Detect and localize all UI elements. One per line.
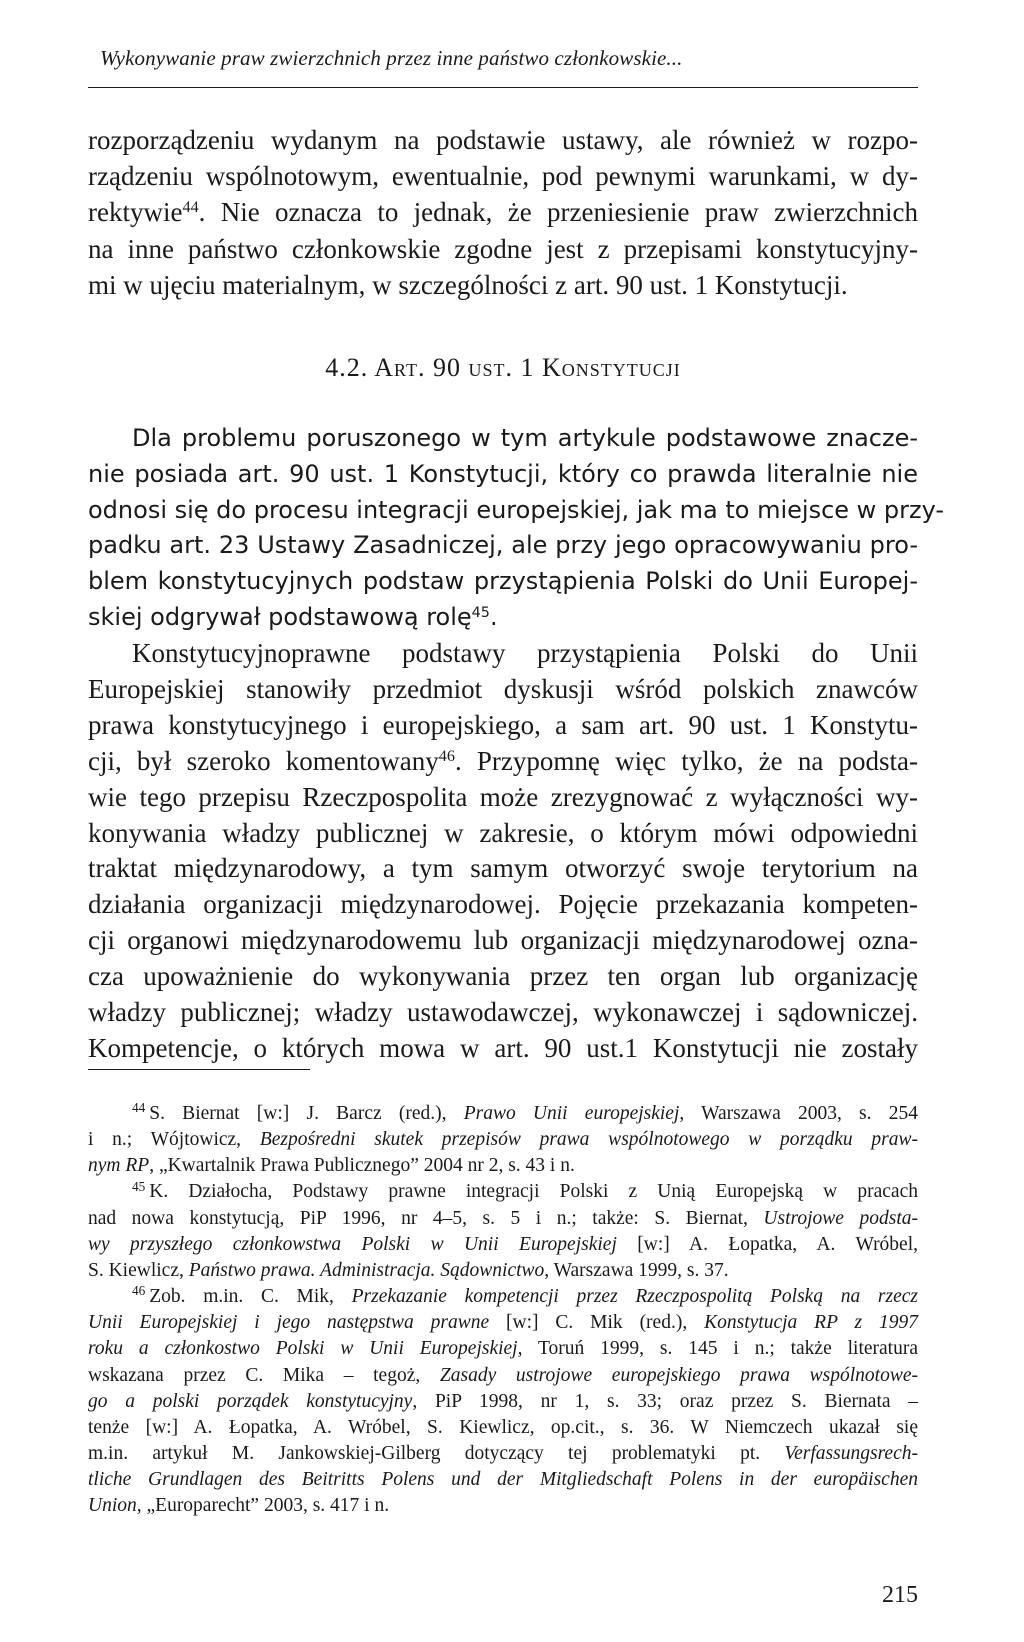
paragraph-2 [88, 636, 918, 1067]
footnote-line [88, 1127, 918, 1153]
footnote-line [88, 1310, 918, 1336]
footnote-line [88, 1258, 918, 1284]
footnote-number: 44 [132, 1100, 146, 1116]
footnote-line [88, 1232, 918, 1258]
footnote-line [88, 1493, 918, 1519]
footnote-italic-text: Państwo prawa. Administracja. Sądownictwo [188, 1259, 545, 1281]
footnote-italic-text: Konstytucja RP z 1997 [704, 1312, 919, 1334]
footnote-italic-text: Verfassungsrech- [784, 1443, 918, 1465]
footnote-text: [w:] C. Mik (red.), [489, 1312, 705, 1334]
text-line: nie posiada art. 90 ust. 1 Konstytucji, który co prawda literalnie nie [88, 459, 918, 488]
footnote-text: i n.; Wójtowicz, [88, 1129, 260, 1151]
text-line: prawa konstytucyjnego i europejskiego, a sam art. 90 ust. 1 Konstytu- [88, 709, 918, 740]
footnote-rule [88, 1069, 310, 1070]
footnote-text: tenże [w:] A. Łopatka, A. Wróbel, S. Kiewlicz, op.cit., s. 36. W Niemczech ukazał się [88, 1416, 918, 1438]
footnote-line [88, 1441, 918, 1467]
text-fragment: . Przypomnę więc tylko, że na podsta- [454, 745, 918, 776]
footnote-text: K. Działocha, Podstawy prawne integracji Polski z Unią Europejską w pracach [149, 1181, 918, 1203]
footnote-line [88, 1284, 918, 1310]
text-line: Konstytucyjnoprawne podstawy przystąpienia Polski do Unii [132, 638, 918, 668]
footnote-text: m.in. artykuł M. Jankowskiej-Gilberg dotyczący tej problematyki pt. [88, 1443, 785, 1465]
text-line: cza upoważnienie do wykonywania przez ten organ lub organizację [88, 961, 918, 992]
text-line: rozporządzeniu wydanym na podstawie ustawy, ale również w rozpo- [88, 125, 918, 155]
footnote-italic-text: roku a członkostwo Polski w Unii Europejskiej [88, 1338, 518, 1360]
footnote-line [88, 1153, 918, 1179]
running-head: Wykonywanie praw zwierzchnich przez inne państwo członkowskie... [100, 46, 683, 70]
text-line: konywania władzy publicznej w zakresie, o którym mówi odpowiedni [88, 817, 918, 848]
footnote-italic-text: Zasady ustrojowe europejskiego prawa wspólnotowe- [439, 1364, 918, 1386]
text-line: Kompetencje, o których mowa w art. 90 ust.1 Konstytucji nie zostały [88, 1032, 918, 1063]
footnote-line [88, 1179, 918, 1205]
text-line: padku art. 23 Ustawy Zasadniczej, ale przy jego opracowywaniu pro- [88, 531, 918, 560]
section-heading: 4.2. Art. 90 ust. 1 Konstytucji [325, 353, 681, 382]
footnote-text: wskazana przez C. Mika – tegoż, [88, 1364, 440, 1386]
footnote-line [88, 1101, 918, 1127]
text-fragment: rektywie [88, 197, 183, 228]
footnote-italic-text: tliche Grundlagen des Beitritts Polens und der Mitgliedschaft Polens in der europäischen [88, 1469, 918, 1491]
footnote-line [88, 1363, 918, 1389]
footnote-number: 46 [132, 1283, 146, 1299]
text-line [88, 744, 918, 780]
footnote-text: [w:] A. Łopatka, A. Wróbel, [616, 1233, 919, 1255]
footnote-italic-text: Union [88, 1495, 137, 1517]
footnote-line [88, 1206, 918, 1232]
footnote-ref-44[interactable]: 44 [182, 198, 199, 217]
text-fragment: skiej odgrywał podstawową rolę [88, 602, 472, 631]
footnote-text: S. Kiewlicz, [88, 1259, 189, 1281]
text-fragment: cji, był szeroko komentowany [88, 745, 439, 776]
footnote-text: , PiP 1998, nr 1, s. 33; oraz przez S. Biernata – [412, 1390, 918, 1412]
text-line: odnosi się do procesu integracji europejskiej, jak ma to miejsce w przy- [88, 495, 945, 524]
header-rule [88, 87, 918, 88]
text-fragment: . Nie oznacza to jednak, że przeniesienie praw zwierzchnich [198, 197, 918, 228]
page-number: 215 [882, 1582, 918, 1608]
paragraph-1 [88, 421, 945, 636]
text-line: mi w ujęciu materialnym, w szczególności z art. 90 ust. 1 Konstytucji. [88, 269, 848, 300]
footnote-ref-46[interactable]: 46 [438, 746, 455, 765]
footnote-line [88, 1467, 918, 1493]
text-line: działania organizacji międzynarodowej. Pojęcie przekazania kompeten- [88, 889, 918, 920]
text-line: blem konstytucyjnych podstaw przystąpienia Polski do Unii Europej- [88, 567, 918, 596]
footnotes [88, 1101, 918, 1520]
footnote-italic-text: Bezpośredni skutek przepisów prawa wspólnotowego w porządku praw- [259, 1129, 918, 1151]
footnote-ref-45[interactable]: 45 [471, 605, 490, 622]
footnote-number: 45 [132, 1178, 146, 1194]
footnote-italic-text: nym RP [88, 1155, 150, 1177]
footnote-text: , Warszawa 1999, s. 37. [544, 1259, 729, 1281]
footnote-text: Zob. m.in. C. Mik, [149, 1286, 352, 1308]
text-fragment: . [489, 602, 498, 631]
text-line: traktat międzynarodowy, a tym samym otworzyć swoje terytorium na [88, 853, 918, 884]
footnote-text: , „Kwartalnik Prawa Publicznego” 2004 nr 2, s. 43 i n. [149, 1155, 575, 1177]
footnote-line [88, 1336, 918, 1362]
footnote-text: , Warszawa 2003, s. 254 [679, 1103, 918, 1124]
footnote-line [88, 1415, 918, 1441]
text-line [88, 600, 918, 636]
footnote-italic-text: Prawo Unii europejskiej [463, 1103, 680, 1124]
intro-paragraph [88, 122, 918, 303]
footnote-text: nad nowa konstytucją, PiP 1996, nr 4–5, s. 5 i n.; także: S. Biernat, [88, 1207, 764, 1229]
text-line: wie tego przepisu Rzeczpospolita może zrezygnować z wyłączności wy- [88, 781, 918, 812]
footnote-italic-text: wy przyszłego członkowstwa Polski w Unii Europejskiej [88, 1233, 617, 1255]
text-line: Dla problemu poruszonego w tym artykule podstawowe znacze- [132, 424, 918, 452]
footnote-italic-text: Przekazanie kompetencji przez Rzeczpospolitą Polską na rzecz [351, 1286, 919, 1308]
text-line: Europejskiej stanowiły przedmiot dyskusji wśród polskich znawców [88, 673, 918, 704]
footnote-italic-text: Ustrojowe podsta- [763, 1207, 918, 1229]
footnote-text: , Toruń 1999, s. 145 i n.; także literatura [517, 1338, 918, 1360]
footnote-italic-text: Unii Europejskiej i jego następstwa prawne [88, 1312, 490, 1334]
text-line: cji organowi międzynarodowemu lub organizacji międzynarodowej ozna- [88, 925, 918, 956]
footnote-text: S. Biernat [w:] J. Barcz (red.), [149, 1103, 464, 1124]
text-line: rządzeniu wspólnotowym, ewentualnie, pod pewnymi warunkami, w dy- [88, 161, 918, 192]
text-line [88, 194, 918, 230]
footnote-italic-text: go a polski porządek konstytucyjny [88, 1390, 413, 1412]
footnote-line [88, 1389, 918, 1415]
text-line: na inne państwo członkowskie zgodne jest z przepisami konstytucyjny- [88, 233, 918, 264]
text-line: władzy publicznej; władzy ustawodawczej, wykonawczej i sądowniczej. [88, 997, 918, 1028]
footnote-text: , „Europarecht” 2003, s. 417 i n. [136, 1495, 390, 1517]
